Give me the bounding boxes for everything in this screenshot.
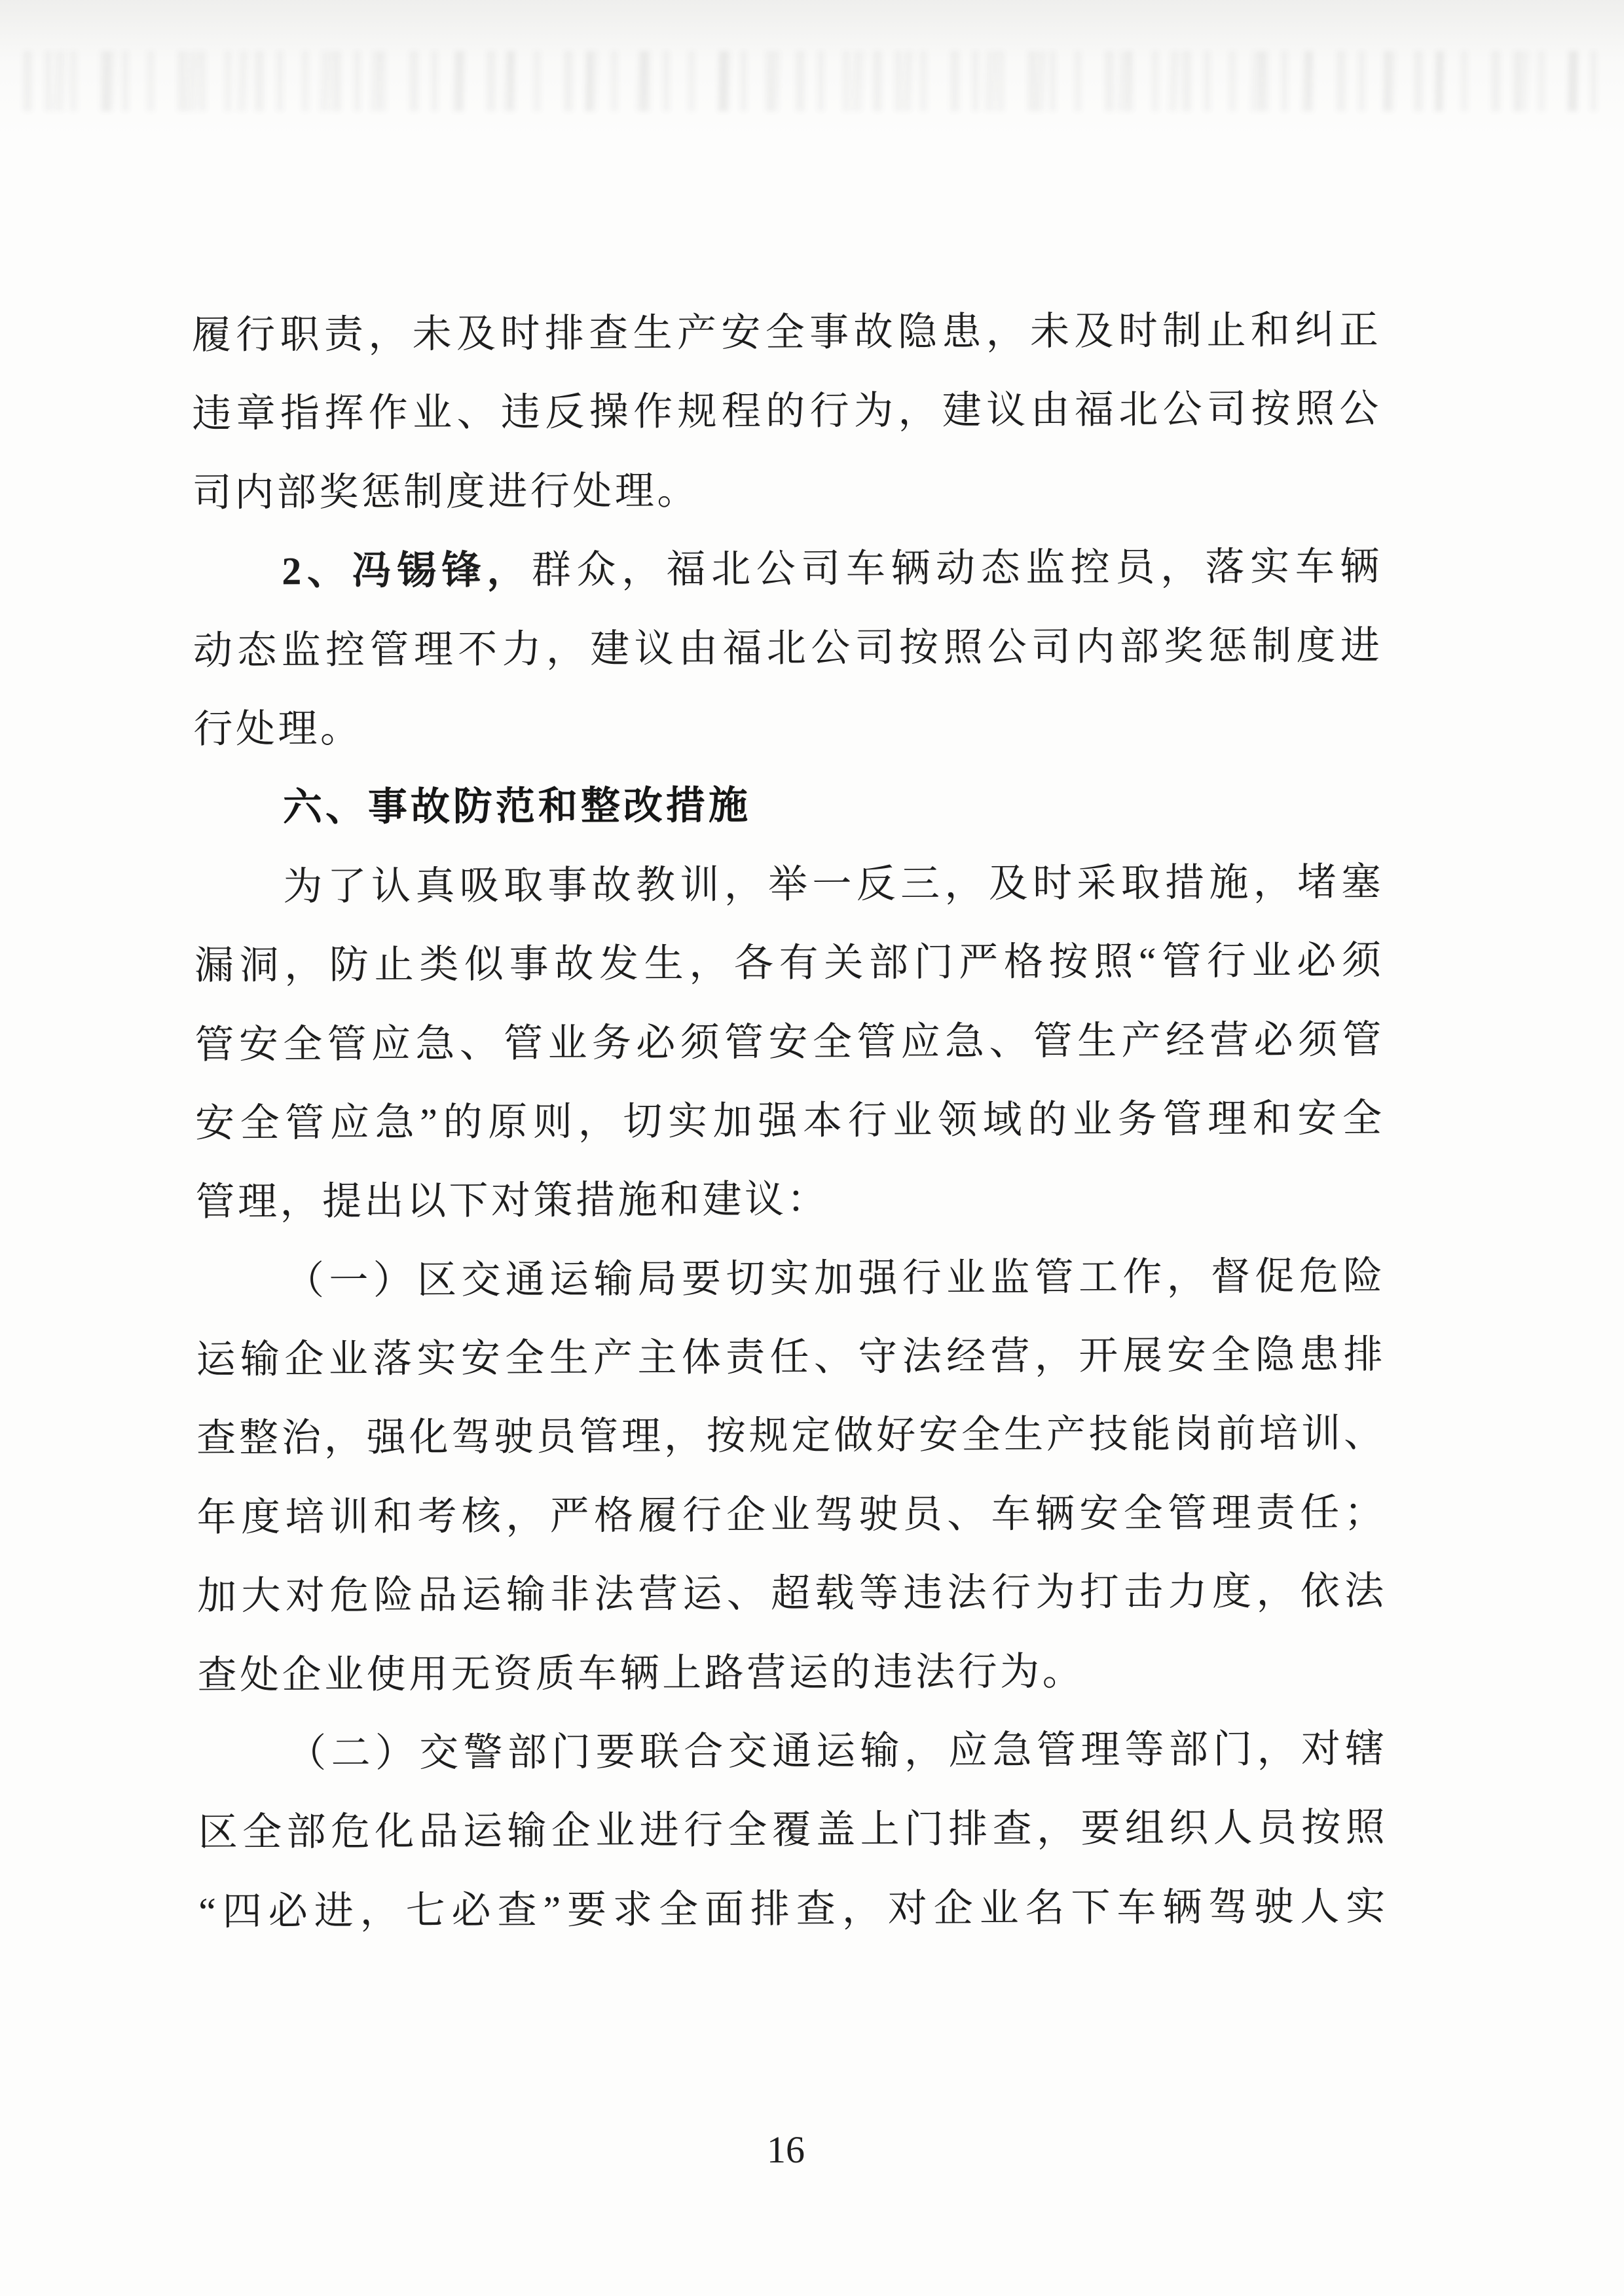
text-line bbox=[196, 1473, 1384, 1557]
text-line bbox=[197, 1631, 1384, 1715]
body-text: 查处企业使用无资质车辆上路营运的违法行为。 bbox=[197, 1649, 1085, 1697]
body-text: 查整治，强化驾驶员管理，按规定做好安全生产技能岗前培训、 bbox=[196, 1412, 1384, 1461]
body-text: 为了认真吸取事故教训，举一反三，及时采取措施，堵塞 bbox=[283, 860, 1381, 909]
text-line bbox=[198, 1788, 1385, 1872]
text-column bbox=[191, 291, 1385, 1951]
text-line bbox=[198, 1867, 1386, 1951]
text-line bbox=[192, 369, 1379, 453]
body-text: 安全管应急”的原则，切实加强本行业领域的业务管理和安全 bbox=[194, 1096, 1382, 1145]
text-line bbox=[194, 1000, 1382, 1084]
emphasized-text: 2、冯锡锋， bbox=[282, 548, 532, 593]
body-text: 年度培训和考核，严格履行企业驾驶员、车辆安全管理责任； bbox=[196, 1490, 1384, 1539]
body-text: 违章指挥作业、违反操作规程的行为，建议由福北公司按照公 bbox=[192, 387, 1379, 436]
body-text: 漏洞，防止类似事故发生，各有关部门严格按照“管行业必须 bbox=[194, 939, 1382, 988]
body-text: 区全部危化品运输企业进行全覆盖上门排查，要组织人员按照 bbox=[198, 1806, 1385, 1855]
body-text: 司内部奖惩制度进行处理。 bbox=[192, 469, 699, 515]
text-line bbox=[194, 843, 1381, 926]
text-line bbox=[196, 1315, 1383, 1399]
text-line bbox=[195, 1079, 1382, 1163]
scan-bleedthrough-artifact bbox=[23, 51, 1601, 111]
scan-shading-artifact bbox=[0, 0, 1624, 137]
page-number: 16 bbox=[767, 2128, 805, 2171]
body-text: 管理，提出以下对策措施和建议： bbox=[195, 1178, 830, 1224]
text-line bbox=[198, 1709, 1385, 1793]
text-line bbox=[194, 921, 1382, 1005]
text-line bbox=[193, 685, 1380, 769]
emphasized-text: 六、事故防范和整改措施 bbox=[282, 783, 752, 829]
text-line bbox=[195, 1157, 1382, 1241]
section-heading bbox=[194, 763, 1381, 847]
body-text: 管安全管应急、管业务必须管安全管应急、管生产经营必须管 bbox=[194, 1017, 1382, 1066]
body-text: 加大对危险品运输非法营运、超载等违法行为打击力度，依法 bbox=[197, 1569, 1384, 1618]
body-text: “四必进，七必查”要求全面排查，对企业名下车辆驾驶人实 bbox=[198, 1884, 1386, 1933]
body-text: 动态监控管理不力，建议由福北公司按照公司内部奖惩制度进 bbox=[193, 623, 1380, 672]
body-text: 行处理。 bbox=[193, 706, 363, 751]
body-text: 群众，福北公司车辆动态监控员，落实车辆 bbox=[531, 545, 1380, 592]
text-line bbox=[197, 1552, 1384, 1635]
body-text: （二）交警部门要联合交通运输，应急管理等部门，对辖 bbox=[287, 1727, 1385, 1776]
text-line bbox=[196, 1394, 1384, 1478]
text-line bbox=[193, 606, 1380, 690]
text-line bbox=[193, 527, 1380, 611]
text-line bbox=[196, 1237, 1383, 1321]
body-text: （一）区交通运输局要切实加强行业监管工作，督促危险 bbox=[284, 1254, 1383, 1303]
text-line bbox=[193, 448, 1380, 532]
text-line bbox=[191, 291, 1378, 374]
body-text: 运输企业落实安全生产主体责任、守法经营，开展安全隐患排 bbox=[196, 1333, 1383, 1382]
body-text: 履行职责，未及时排查生产安全事故隐患，未及时制止和纠正 bbox=[191, 308, 1378, 357]
